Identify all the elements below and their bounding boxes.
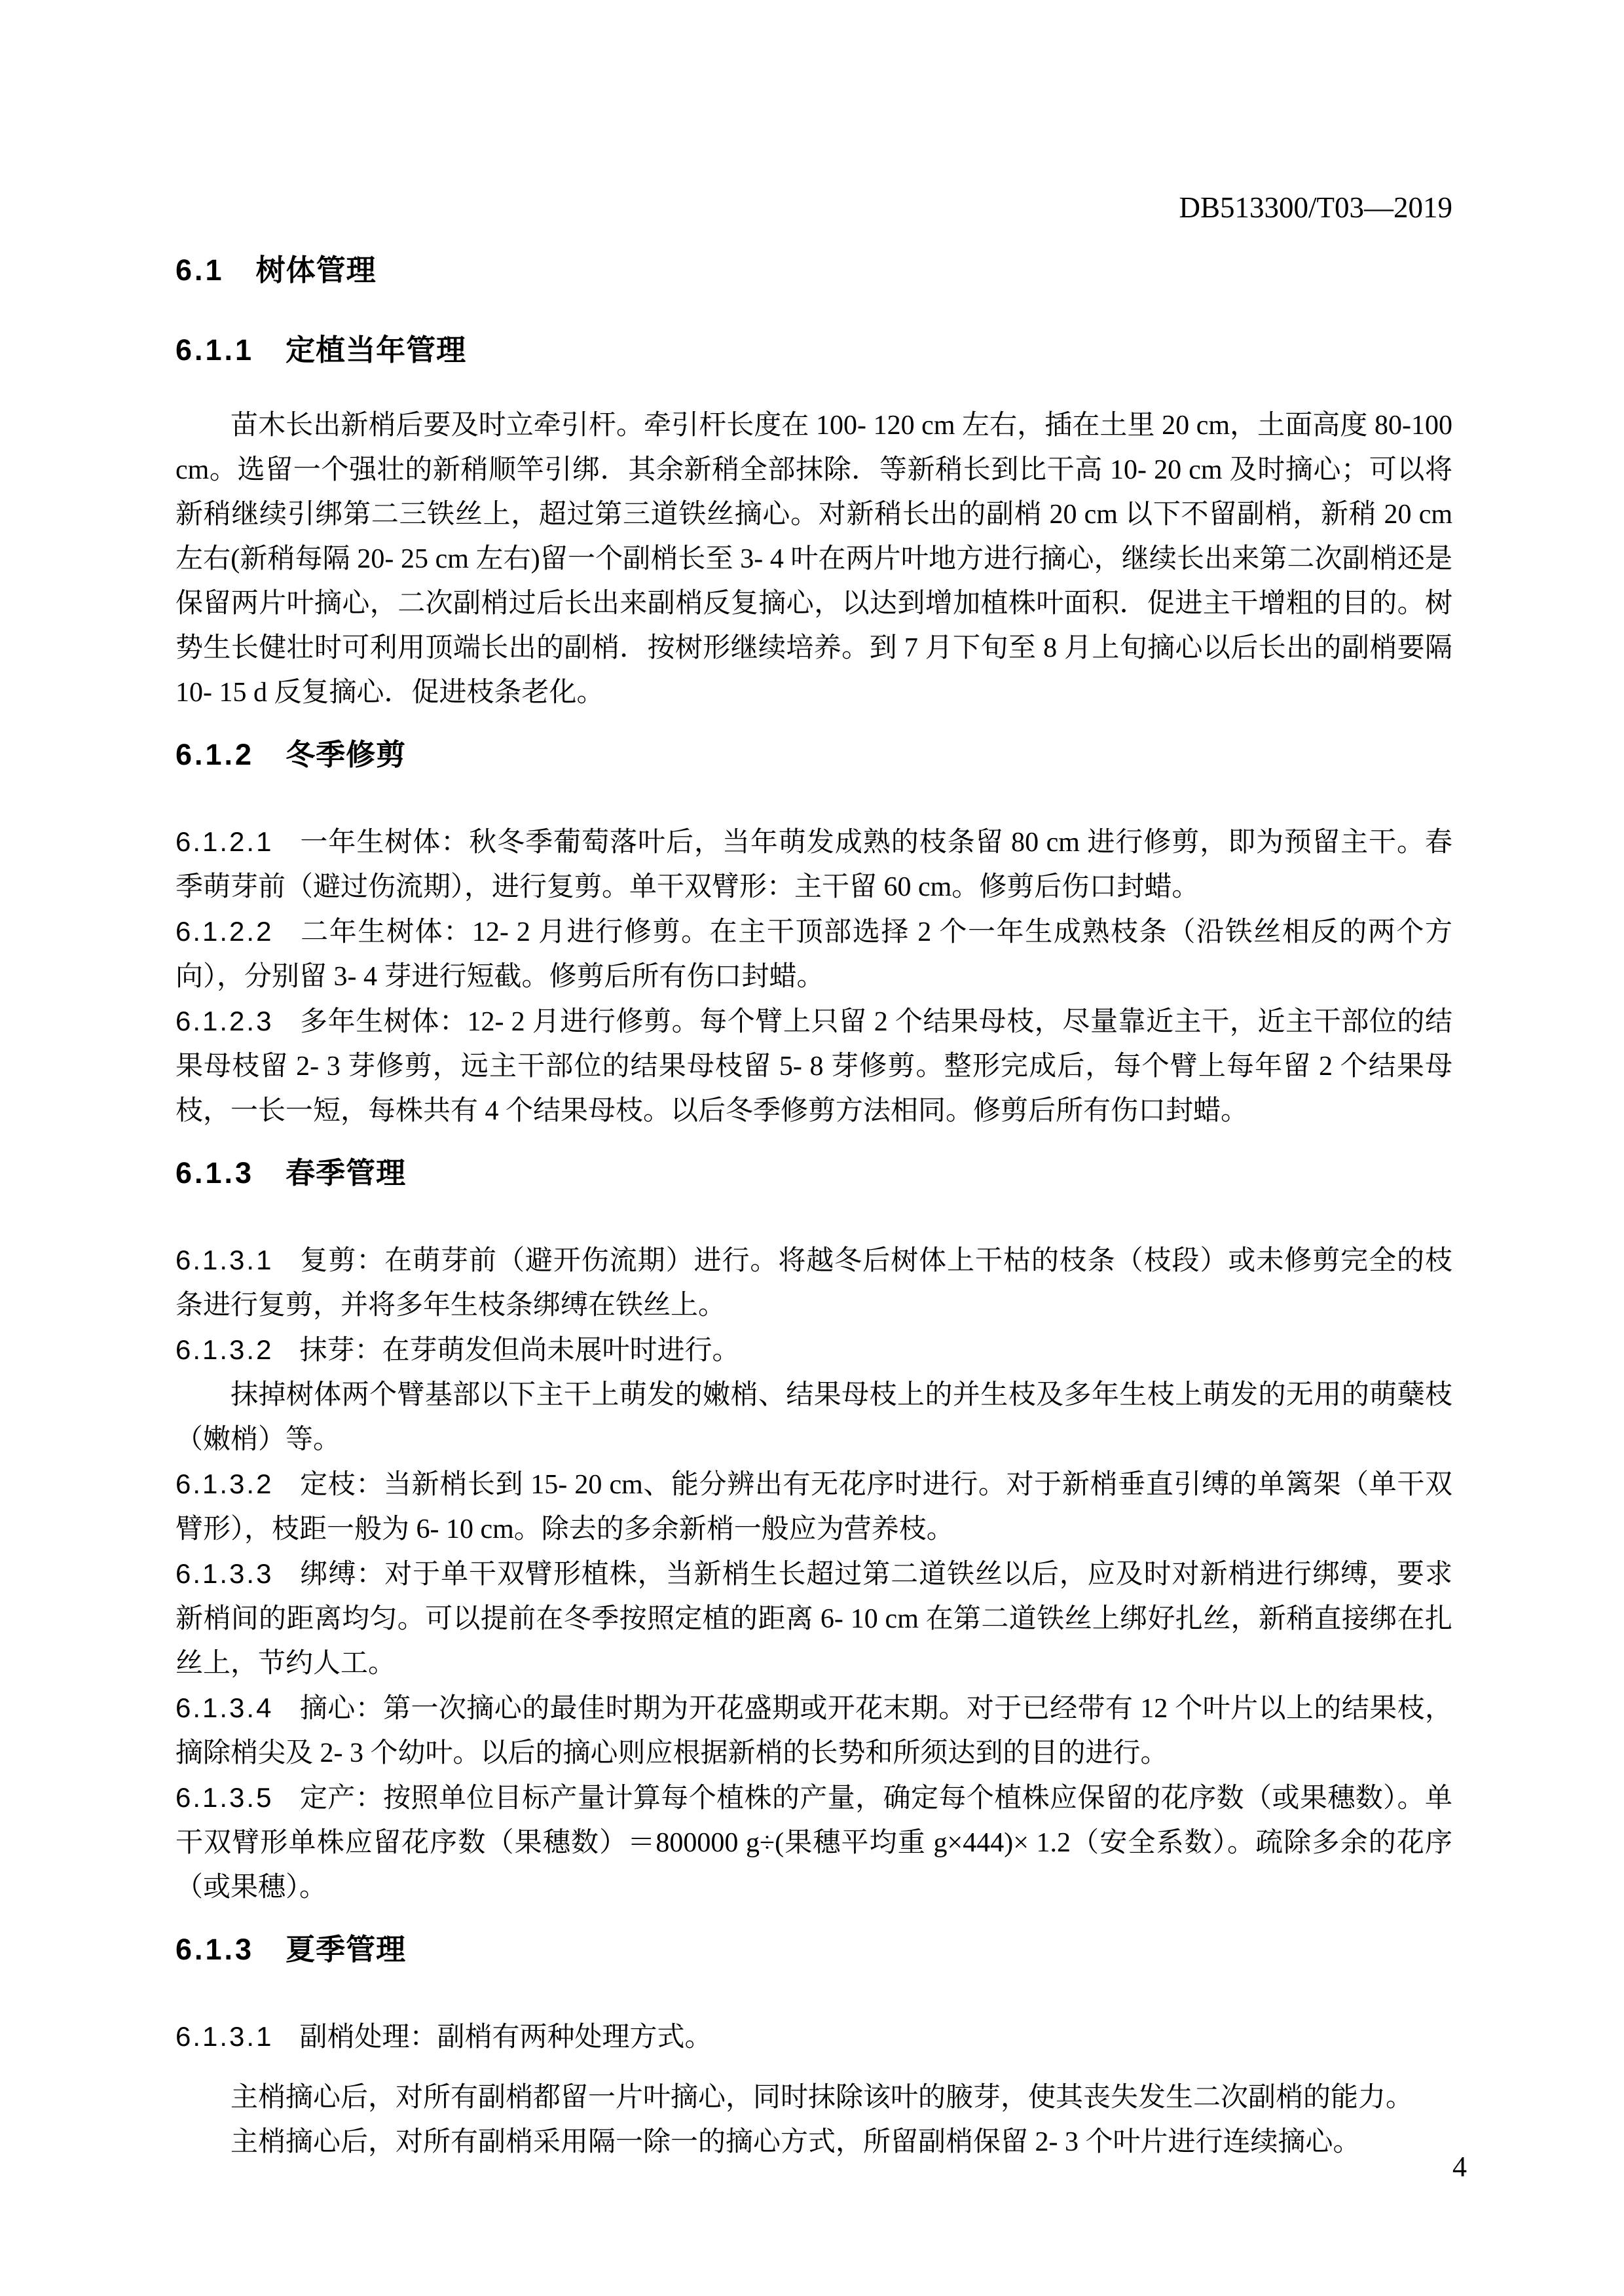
paragraph-summer-method-1: 主梢摘心后，对所有副梢都留一片叶摘心，同时抹除该叶的腋芽，使其丧失发生二次副梢的能力。 [231,2083,1414,2113]
heading-6-1-3-summer [175,1933,1452,1966]
clause-number: 6.1.3.1 [175,2021,274,2052]
clause-number: 6.1.3.2 [175,1468,274,1499]
paragraph-summer-method-2: 主梢摘心后，对所有副梢采用隔一除一的摘心方式，所留副梢保留 2- 3 个叶片进行连续摘心。 [231,2127,1361,2157]
clause-6-1-3-3-bangfu [175,1552,1452,1686]
heading-number: 6.1.2 [175,738,255,771]
clause-text: 定产：按照单位目标产量计算每个植株的产量，确定每个植株应保留的花序数（或果穗数）。单干双臂形单株应留花序数（果穗数）＝800000 g÷(果穗平均重 g×444)× 1.2（安全系数）。疏除多余的花序（或果穗）。 [175,1783,1452,1903]
clause-6-1-3-1-fujian [175,1238,1452,1328]
clause-number: 6.1.2.1 [175,826,274,857]
heading-6-1-1 [175,334,1452,367]
heading-number: 6.1.3 [175,1156,255,1190]
heading-title: 夏季管理 [286,1933,407,1966]
heading-number: 6.1 [175,253,225,287]
clause-text: 副梢处理：副梢有两种处理方式。 [299,2022,712,2052]
paragraph-moya-detail: 抹掉树体两个臂基部以下主干上萌发的嫩梢、结果母枝上的并生枝及多年生枝上萌发的无用的萌蘖枝（嫩梢）等。 [175,1380,1452,1455]
clause-number: 6.1.3.1 [175,1245,274,1275]
heading-6-1-2 [175,738,1452,771]
clause-text: 复剪：在萌芽前（避开伤流期）进行。将越冬后树体上干枯的枝条（枝段）或未修剪完全的枝条进行复剪，并将多年生枝条绑缚在铁丝上。 [175,1246,1452,1321]
heading-number: 6.1.3 [175,1933,255,1966]
paragraph-planting-year: 苗木长出新梢后要及时立牵引杆。牵引杆长度在 100- 120 cm 左右，插在土里 20 cm，土面高度 80-100 cm。选留一个强壮的新稍顺竿引绑．其余新稍全部抹除．等新稍长到比干高 10- 20 cm 及时摘心；可以将新稍继续引绑第二三铁丝上，超过第三道铁丝摘心。对新稍长出的副梢 20 cm 以下不留副梢，新稍 20 cm 左右(新稍每隔 20- 25 cm 左右)留一个副梢长至 3- 4 叶在两片叶地方进行摘心，继续长出来第二次副梢还是保留两片叶摘心，二次副梢过后长出来副梢反复摘心，以达到增加植株叶面积．促进主干增粗的目的。树势生长健壮时可利用顶端长出的副梢．按树形继续培养。到 7 月下旬至 8 月上旬摘心以后长出的副梢要隔 10- 15 d 反复摘心．促进枝条老化。 [175,410,1452,708]
clause-number: 6.1.3.4 [175,1692,274,1723]
clause-6-1-3-1-fushao [175,2014,1452,2060]
clause-text: 摘心：第一次摘心的最佳时期为开花盛期或开花末期。对于已经带有 12 个叶片以上的结果枝，摘除梢尖及 2- 3 个幼叶。以后的摘心则应根据新梢的长势和所须达到的目的进行。 [175,1694,1452,1768]
clause-number: 6.1.3.2 [175,1334,274,1365]
clause-6-1-3-4-zhaixin [175,1686,1452,1776]
heading-title: 春季管理 [286,1156,407,1190]
page-number: 4 [1452,2151,1467,2183]
clause-6-1-3-2-dingzhi [175,1462,1452,1552]
heading-number: 6.1.1 [175,333,255,367]
clause-text: 多年生树体：12- 2 月进行修剪。每个臂上只留 2 个结果母枝，尽量靠近主干，近主干部位的结果母枝留 2- 3 芽修剪，远主干部位的结果母枝留 5- 8 芽修剪。整形完成后，每个臂上每年留 2 个结果母枝，一长一短，每株共有 4 个结果母枝。以后冬季修剪方法相同。修剪后所有伤口封蜡。 [175,1007,1452,1126]
heading-title: 冬季修剪 [286,738,407,771]
clause-text: 抹芽：在芽萌发但尚未展叶时进行。 [299,1336,740,1366]
clause-number: 6.1.2.2 [175,916,274,947]
clause-text: 定枝：当新梢长到 15- 20 cm、能分辨出有无花序时进行。对于新梢垂直引缚的单篱架（单干双臂形），枝距一般为 6- 10 cm。除去的多余新梢一般应为营养枝。 [175,1470,1452,1544]
clause-6-1-2-2 [175,909,1452,999]
clause-text: 绑缚：对于单干双臂形植株，当新梢生长超过第二道铁丝以后，应及时对新梢进行绑缚，要求新梢间的距离均匀。可以提前在冬季按照定植的距离 6- 10 cm 在第二道铁丝上绑好扎丝，新稍直接绑在扎丝上，节约人工。 [175,1559,1452,1679]
heading-6-1-3-spring [175,1157,1452,1190]
clause-6-1-2-3 [175,999,1452,1133]
clause-number: 6.1.3.3 [175,1558,274,1589]
clause-6-1-3-2-moya [175,1328,1452,1373]
doc-code: DB513300/T03—2019 [1179,191,1452,224]
heading-6-1 [175,254,1452,287]
clause-6-1-2-1 [175,820,1452,909]
clause-number: 6.1.3.5 [175,1782,274,1813]
clause-text: 一年生树体：秋冬季葡萄落叶后，当年萌发成熟的枝条留 80 cm 进行修剪，即为预留主干。春季萌芽前（避过伤流期），进行复剪。单干双臂形：主干留 60 cm。修剪后伤口封蜡。 [175,828,1452,902]
clause-text: 二年生树体：12- 2 月进行修剪。在主干顶部选择 2 个一年生成熟枝条（沿铁丝相反的两个方向），分别留 3- 4 芽进行短截。修剪后所有伤口封蜡。 [175,917,1452,992]
clause-6-1-3-5-dingchan [175,1776,1452,1910]
heading-title: 定植当年管理 [286,333,467,367]
clause-number: 6.1.2.3 [175,1006,274,1036]
heading-title: 树体管理 [255,253,377,287]
